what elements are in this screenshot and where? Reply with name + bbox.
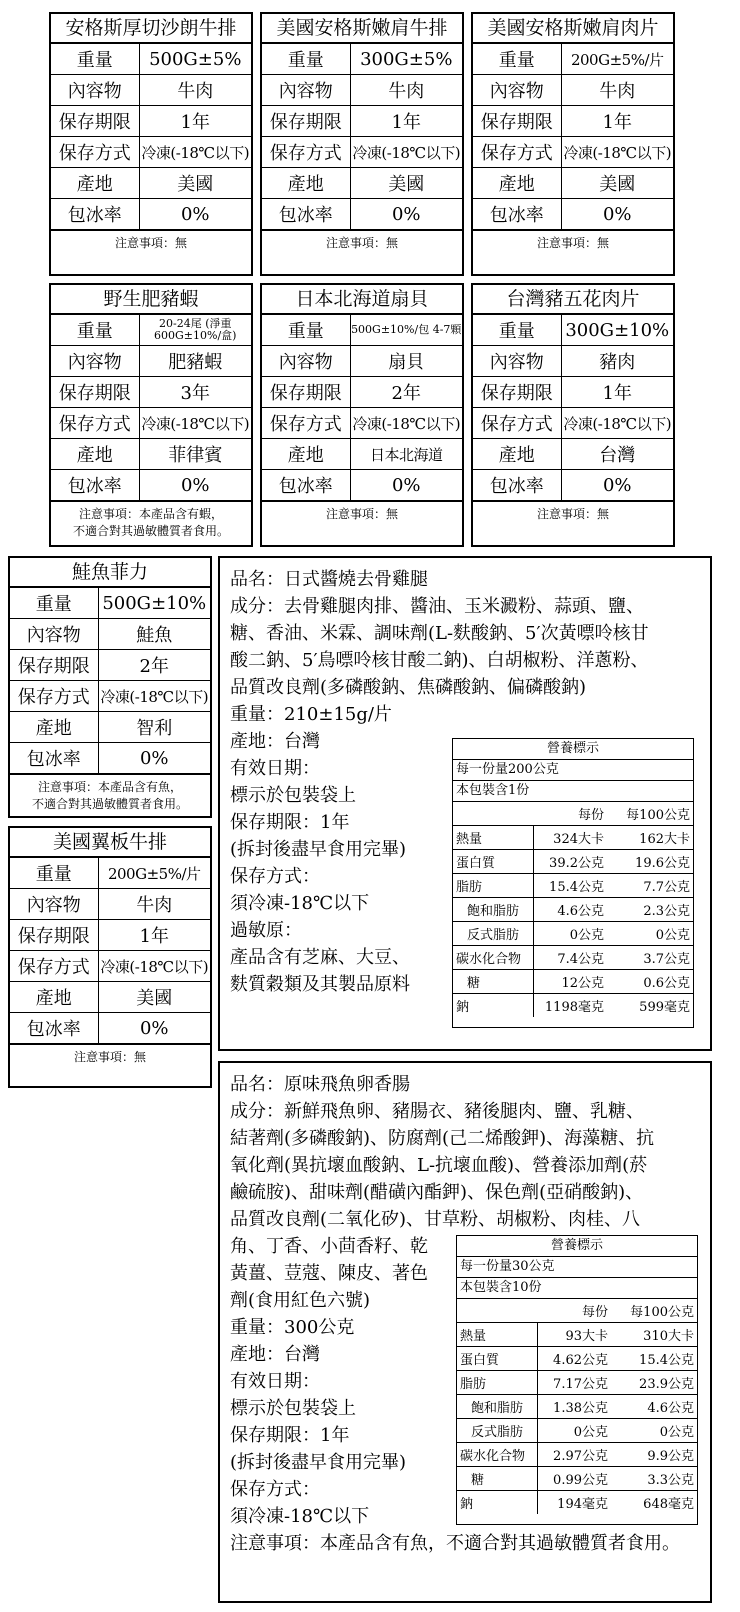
card-note: 注意事項：無	[473, 230, 673, 252]
nutrition-rows	[453, 802, 693, 1017]
row-value: 0%	[139, 470, 251, 501]
table-row	[473, 346, 673, 377]
row-value: 20-24尾 (淨重600G±10%/盒)	[139, 315, 251, 346]
table-row	[453, 802, 693, 826]
nutrient-per-serving: 0.99公克	[537, 1467, 611, 1491]
nutrient-name: 碳水化合物	[457, 1443, 537, 1467]
origin-line: 產地：台灣	[230, 731, 320, 752]
card-title: 台灣豬五花肉片	[473, 285, 673, 314]
table-row	[10, 681, 210, 712]
weight-line: 重量：300公克	[230, 1317, 355, 1338]
table-row	[10, 951, 210, 982]
nutrient-per-100g: 3.7公克	[607, 946, 693, 970]
row-label: 重量	[10, 588, 98, 619]
card-note: 注意事項：無	[10, 1044, 210, 1066]
nutrition-title: 營養標示	[453, 739, 693, 760]
table-row	[473, 377, 673, 408]
card-title: 美國安格斯嫩肩肉片	[473, 14, 673, 43]
nutrient-name: 糖	[453, 970, 533, 994]
table-row	[262, 439, 462, 470]
nutrient-name: 碳水化合物	[453, 946, 533, 970]
table-row	[262, 44, 462, 75]
row-value: 牛肉	[98, 889, 210, 920]
row-value: 智利	[98, 712, 210, 743]
card-note-line: 不適合對其過敏體質者食用。	[31, 797, 188, 811]
card-note	[51, 501, 251, 540]
storage-line: 保存方式：	[230, 866, 320, 887]
row-value: 1年	[139, 106, 251, 137]
row-value: 300G±5%	[350, 44, 462, 75]
card-note-line: 不適合對其過敏體質者食用。	[72, 524, 229, 538]
table-row	[473, 168, 673, 199]
ingredients-line: 角、丁香、小茴香籽、乾	[230, 1236, 428, 1257]
row-value: 2年	[98, 650, 210, 681]
card-title: 日本北海道扇貝	[262, 285, 462, 314]
nutrient-per-serving: 194毫克	[557, 1497, 608, 1512]
table-row	[453, 946, 693, 970]
nutrient-per-serving: 0公克	[533, 922, 607, 946]
row-label: 包冰率	[10, 1013, 98, 1044]
row-label: 保存期限	[51, 377, 139, 408]
row-value: 美國	[350, 168, 462, 199]
nutrition-rows	[457, 1299, 697, 1514]
row-value: 冷凍(-18℃以下)	[139, 137, 251, 168]
row-label: 重量	[473, 44, 561, 75]
row-label: 產地	[262, 168, 350, 199]
expiry-line: 標示於包裝袋上	[230, 1398, 356, 1419]
row-value: 冷凍(-18℃以下)	[350, 137, 462, 168]
row-value: 0%	[350, 199, 462, 230]
table-row	[10, 858, 210, 889]
nutrient-per-100g: 15.4公克	[611, 1347, 697, 1371]
table-row	[10, 712, 210, 743]
row-label: 內容物	[10, 619, 98, 650]
card-note: 注意事項：無	[473, 501, 673, 523]
nutrient-per-serving: 7.4公克	[533, 946, 607, 970]
row-value: 冷凍(-18℃以下)	[139, 408, 251, 439]
card-title: 美國安格斯嫩肩牛排	[262, 14, 462, 43]
row-value: 豬肉	[561, 346, 673, 377]
table-row	[453, 970, 693, 994]
storage-line: 須冷凍-18℃以下	[230, 1506, 370, 1527]
ingredients-line: 品質改良劑(二氧化矽)、甘草粉、胡椒粉、肉桂、八	[230, 1209, 641, 1230]
table-row	[473, 315, 673, 346]
table-row	[262, 137, 462, 168]
table-row	[473, 199, 673, 230]
nutrient-per-serving: 2.97公克	[537, 1443, 611, 1467]
table-row	[457, 1491, 697, 1515]
table-row	[262, 346, 462, 377]
row-label: 重量	[262, 315, 350, 346]
col-header: 每份	[533, 802, 607, 826]
row-value: 500G±10%	[98, 588, 210, 619]
shelf-life-line: 保存期限：1年	[230, 812, 350, 833]
ingredients-line: 氧化劑(異抗壞血酸鈉、L-抗壞血酸)、營養添加劑(菸	[230, 1155, 648, 1176]
table-row	[473, 137, 673, 168]
row-value: 1年	[561, 377, 673, 408]
spec-card-scallop	[260, 283, 464, 547]
nutrient-per-serving: 39.2公克	[533, 850, 607, 874]
row-value: 扇貝	[350, 346, 462, 377]
row-label: 內容物	[262, 75, 350, 106]
row-label: 內容物	[473, 346, 561, 377]
nutrition-table	[452, 738, 694, 1028]
nutrient-per-100g: 19.6公克	[607, 850, 693, 874]
ingredients-line: 品質改良劑(多磷酸鈉、焦磷酸鈉、偏磷酸鈉)	[230, 677, 587, 698]
table-row	[262, 199, 462, 230]
allergen-line: 過敏原：	[230, 920, 302, 941]
table-row	[10, 743, 210, 774]
expiry-line: 有效日期：	[230, 1371, 320, 1392]
table-row	[51, 377, 251, 408]
row-value: 鮭魚	[98, 619, 210, 650]
row-label: 保存方式	[473, 137, 561, 168]
ingredients-line: 糖、香油、米霖、調味劑(L-麩酸鈉、5′次黃嘌呤核甘	[230, 623, 649, 644]
table-row	[51, 168, 251, 199]
shelf-life-line: (拆封後盡早食用完畢)	[230, 1452, 407, 1473]
row-label: 重量	[10, 858, 98, 889]
nutrient-per-serving: 0公克	[537, 1419, 611, 1443]
table-row	[51, 199, 251, 230]
spec-table	[262, 314, 462, 501]
nutrient-name: 蛋白質	[453, 850, 533, 874]
row-label: 內容物	[51, 346, 139, 377]
nutrient-name: 反式脂肪	[453, 922, 533, 946]
table-row	[453, 826, 693, 850]
table-row	[10, 982, 210, 1013]
row-label: 保存方式	[10, 951, 98, 982]
row-label: 包冰率	[262, 199, 350, 230]
row-label: 保存期限	[10, 650, 98, 681]
row-value: 冷凍(-18℃以下)	[98, 951, 210, 982]
nutrient-name: 熱量	[453, 826, 533, 850]
shelf-life-line: 保存期限：1年	[230, 1425, 350, 1446]
serving-size: 每一份量30公克	[457, 1257, 697, 1278]
product-name: 品名：原味飛魚卵香腸	[230, 1074, 410, 1095]
table-row	[51, 439, 251, 470]
nutrient-name: 熱量	[457, 1323, 537, 1347]
card-note-line: 注意事項：本產品含有魚，	[37, 780, 182, 794]
row-label: 重量	[51, 315, 139, 346]
spec-card-chuck-slices	[471, 12, 675, 276]
table-row	[262, 168, 462, 199]
spec-table	[262, 43, 462, 230]
table-row	[457, 1419, 697, 1443]
row-label: 保存期限	[262, 377, 350, 408]
spec-card-salmon	[8, 556, 212, 818]
nutrient-per-serving: 7.17公克	[537, 1371, 611, 1395]
table-row	[457, 1323, 697, 1347]
nutrient-per-100g: 0公克	[611, 1419, 697, 1443]
row-value: 1年	[350, 106, 462, 137]
nutrient-per-100g: 3.3公克	[611, 1467, 697, 1491]
row-label: 保存方式	[262, 137, 350, 168]
nutrient-per-100g: 2.3公克	[607, 898, 693, 922]
table-row	[262, 470, 462, 501]
row-value: 200G±5%/片	[561, 44, 673, 75]
card-note: 注意事項：無	[51, 230, 251, 252]
allergen-line: 麩質穀類及其製品原料	[230, 974, 410, 995]
spec-card-shrimp	[49, 283, 253, 547]
row-label: 包冰率	[262, 470, 350, 501]
row-value: 牛肉	[561, 75, 673, 106]
nutrient-per-serving: 1.38公克	[537, 1395, 611, 1419]
storage-line: 保存方式：	[230, 1479, 320, 1500]
row-label: 保存期限	[262, 106, 350, 137]
row-label: 包冰率	[51, 199, 139, 230]
row-label: 產地	[10, 712, 98, 743]
nutrient-per-serving: 4.6公克	[533, 898, 607, 922]
nutrition-title: 營養標示	[457, 1236, 697, 1257]
nutrient-name: 蛋白質	[457, 1347, 537, 1371]
spec-card-flat-iron	[8, 826, 212, 1088]
card-title: 野生肥豬蝦	[51, 285, 251, 314]
spec-table	[51, 314, 251, 501]
spec-table	[10, 587, 210, 774]
spec-table	[10, 857, 210, 1044]
table-row	[51, 44, 251, 75]
row-label: 保存期限	[51, 106, 139, 137]
nutrient-name: 飽和脂肪	[457, 1395, 537, 1419]
row-value: 1年	[98, 920, 210, 951]
row-label: 包冰率	[473, 470, 561, 501]
expiry-line: 有效日期：	[230, 758, 320, 779]
row-label: 重量	[262, 44, 350, 75]
row-label: 內容物	[51, 75, 139, 106]
product-panel-sausage	[218, 1061, 712, 1603]
table-row	[51, 470, 251, 501]
row-value: 200G±5%/片	[98, 858, 210, 889]
table-row	[10, 920, 210, 951]
ingredients-line: 成分：新鮮飛魚卵、豬腸衣、豬後腿肉、鹽、乳糖、	[230, 1101, 644, 1122]
row-label: 產地	[473, 439, 561, 470]
table-row	[457, 1347, 697, 1371]
servings-per-pack: 本包裝含10份	[457, 1278, 697, 1299]
nutrient-per-serving: 12公克	[533, 970, 607, 994]
shelf-life-line: (拆封後盡早食用完畢)	[230, 839, 407, 860]
nutrient-per-100g: 7.7公克	[607, 874, 693, 898]
col-header: 每份	[537, 1299, 611, 1323]
table-row	[10, 650, 210, 681]
ingredients-line: 黃薑、荳蔻、陳皮、著色	[230, 1263, 428, 1284]
ingredients-line: 成分：去骨雞腿肉排、醬油、玉米澱粉、蒜頭、鹽、	[230, 596, 644, 617]
row-value: 牛肉	[350, 75, 462, 106]
row-value: 3年	[139, 377, 251, 408]
row-value: 菲律賓	[139, 439, 251, 470]
table-row	[457, 1371, 697, 1395]
row-label: 包冰率	[10, 743, 98, 774]
col-header: 每100公克	[607, 802, 693, 826]
row-label: 包冰率	[473, 199, 561, 230]
table-row	[457, 1443, 697, 1467]
row-label: 保存期限	[473, 106, 561, 137]
row-label: 產地	[473, 168, 561, 199]
row-label: 產地	[10, 982, 98, 1013]
row-value: 0%	[350, 470, 462, 501]
row-value: 冷凍(-18℃以下)	[561, 137, 673, 168]
row-label: 保存期限	[473, 377, 561, 408]
row-label: 內容物	[262, 346, 350, 377]
row-value: 500G±10%/包 4-7顆	[350, 315, 462, 346]
row-value: 0%	[98, 1013, 210, 1044]
row-label: 保存方式	[262, 408, 350, 439]
table-row	[453, 874, 693, 898]
nutrient-per-100g: 0公克	[607, 922, 693, 946]
nutrient-per-100g: 4.6公克	[611, 1395, 697, 1419]
table-row	[473, 470, 673, 501]
card-note	[10, 774, 210, 813]
nutrient-per-100g: 599毫克	[639, 1000, 690, 1015]
row-value: 1年	[561, 106, 673, 137]
table-row	[10, 619, 210, 650]
row-label: 保存方式	[10, 681, 98, 712]
storage-line: 須冷凍-18℃以下	[230, 893, 370, 914]
row-value: 冷凍(-18℃以下)	[98, 681, 210, 712]
table-row	[453, 922, 693, 946]
table-row	[51, 75, 251, 106]
table-row	[10, 889, 210, 920]
nutrient-per-100g: 0.6公克	[607, 970, 693, 994]
table-row	[473, 75, 673, 106]
warning-line: 注意事項：本產品含有魚，不適合對其過敏體質者食用。	[230, 1533, 680, 1554]
table-row	[453, 898, 693, 922]
row-label: 保存方式	[51, 137, 139, 168]
servings-per-pack: 本包裝含1份	[453, 781, 693, 802]
nutrient-name: 糖	[457, 1467, 537, 1491]
nutrient-name: 鈉	[453, 994, 533, 1018]
row-value: 牛肉	[139, 75, 251, 106]
spec-table	[473, 43, 673, 230]
ingredients-line: 結著劑(多磷酸鈉)、防腐劑(己二烯酸鉀)、海藻糖、抗	[230, 1128, 655, 1149]
weight-line: 重量：210±15g/片	[230, 704, 392, 725]
product-panel-chicken	[218, 556, 712, 1051]
nutrient-per-100g: 9.9公克	[611, 1443, 697, 1467]
origin-line: 產地：台灣	[230, 1344, 320, 1365]
row-value: 0%	[139, 199, 251, 230]
card-note: 注意事項：無	[262, 501, 462, 523]
product-name: 品名：日式醬燒去骨雞腿	[230, 569, 428, 590]
nutrient-per-100g: 23.9公克	[611, 1371, 697, 1395]
table-row	[262, 408, 462, 439]
row-value: 美國	[139, 168, 251, 199]
row-value: 肥豬蝦	[139, 346, 251, 377]
table-row	[51, 106, 251, 137]
table-row	[453, 994, 693, 1018]
table-row	[262, 315, 462, 346]
table-row	[473, 439, 673, 470]
card-note: 注意事項：無	[262, 230, 462, 252]
row-label: 內容物	[473, 75, 561, 106]
expiry-line: 標示於包裝袋上	[230, 785, 356, 806]
row-label: 重量	[473, 315, 561, 346]
ingredients-line: 酸二鈉、5′鳥嘌呤核甘酸二鈉)、白胡椒粉、洋蔥粉、	[230, 650, 649, 671]
row-label: 產地	[262, 439, 350, 470]
table-row	[10, 1013, 210, 1044]
col-header: 每100公克	[611, 1299, 697, 1323]
spec-card-sirloin	[49, 12, 253, 276]
card-title: 美國翼板牛排	[10, 828, 210, 857]
spec-table	[51, 43, 251, 230]
row-label: 產地	[51, 439, 139, 470]
row-value: 美國	[98, 982, 210, 1013]
spec-card-pork-belly	[471, 283, 675, 547]
nutrient-per-100g: 648毫克	[643, 1497, 694, 1512]
table-row	[51, 408, 251, 439]
table-row	[262, 75, 462, 106]
spec-table	[473, 314, 673, 501]
card-note-line: 注意事項：本產品含有蝦，	[78, 507, 223, 521]
card-title: 鮭魚菲力	[10, 558, 210, 587]
row-value: 美國	[561, 168, 673, 199]
serving-size: 每一份量200公克	[453, 760, 693, 781]
table-row	[457, 1467, 697, 1491]
table-row	[10, 588, 210, 619]
row-label: 產地	[51, 168, 139, 199]
nutrient-per-serving: 15.4公克	[533, 874, 607, 898]
row-value: 0%	[561, 470, 673, 501]
ingredients-line: 鹼硫胺)、甜味劑(醋磺內酯鉀)、保色劑(亞硝酸鈉)、	[230, 1182, 644, 1203]
nutrient-per-100g: 310大卡	[611, 1323, 697, 1347]
row-value: 2年	[350, 377, 462, 408]
row-value: 0%	[98, 743, 210, 774]
nutrient-name: 脂肪	[453, 874, 533, 898]
nutrient-per-100g: 162大卡	[607, 826, 693, 850]
table-row	[457, 1299, 697, 1323]
nutrient-name: 飽和脂肪	[453, 898, 533, 922]
table-row	[473, 408, 673, 439]
table-row	[473, 44, 673, 75]
nutrient-name: 反式脂肪	[457, 1419, 537, 1443]
spec-card-chuck-steak	[260, 12, 464, 276]
row-value: 冷凍(-18℃以下)	[561, 408, 673, 439]
row-value: 台灣	[561, 439, 673, 470]
row-value: 0%	[561, 199, 673, 230]
row-label: 保存方式	[473, 408, 561, 439]
row-label: 保存期限	[10, 920, 98, 951]
nutrient-per-serving: 1198毫克	[544, 1000, 604, 1015]
table-row	[51, 315, 251, 346]
table-row	[457, 1395, 697, 1419]
row-value: 500G±5%	[139, 44, 251, 75]
table-row	[51, 346, 251, 377]
row-value: 冷凍(-18℃以下)	[350, 408, 462, 439]
ingredients-line: 劑(食用紅色六號)	[230, 1290, 371, 1311]
nutrient-name: 脂肪	[457, 1371, 537, 1395]
row-label: 內容物	[10, 889, 98, 920]
table-row	[453, 850, 693, 874]
row-value: 日本北海道	[350, 439, 462, 470]
row-value: 300G±10%	[561, 315, 673, 346]
nutrition-table	[456, 1235, 698, 1525]
row-label: 包冰率	[51, 470, 139, 501]
nutrient-per-serving: 324大卡	[533, 826, 607, 850]
table-row	[262, 106, 462, 137]
table-row	[473, 106, 673, 137]
table-row	[262, 377, 462, 408]
row-label: 重量	[51, 44, 139, 75]
nutrient-per-serving: 93大卡	[537, 1323, 611, 1347]
row-label: 保存方式	[51, 408, 139, 439]
nutrient-per-serving: 4.62公克	[537, 1347, 611, 1371]
table-row	[51, 137, 251, 168]
nutrient-name: 鈉	[457, 1491, 537, 1515]
card-title: 安格斯厚切沙朗牛排	[51, 14, 251, 43]
allergen-line: 產品含有芝麻、大豆、	[230, 947, 410, 968]
